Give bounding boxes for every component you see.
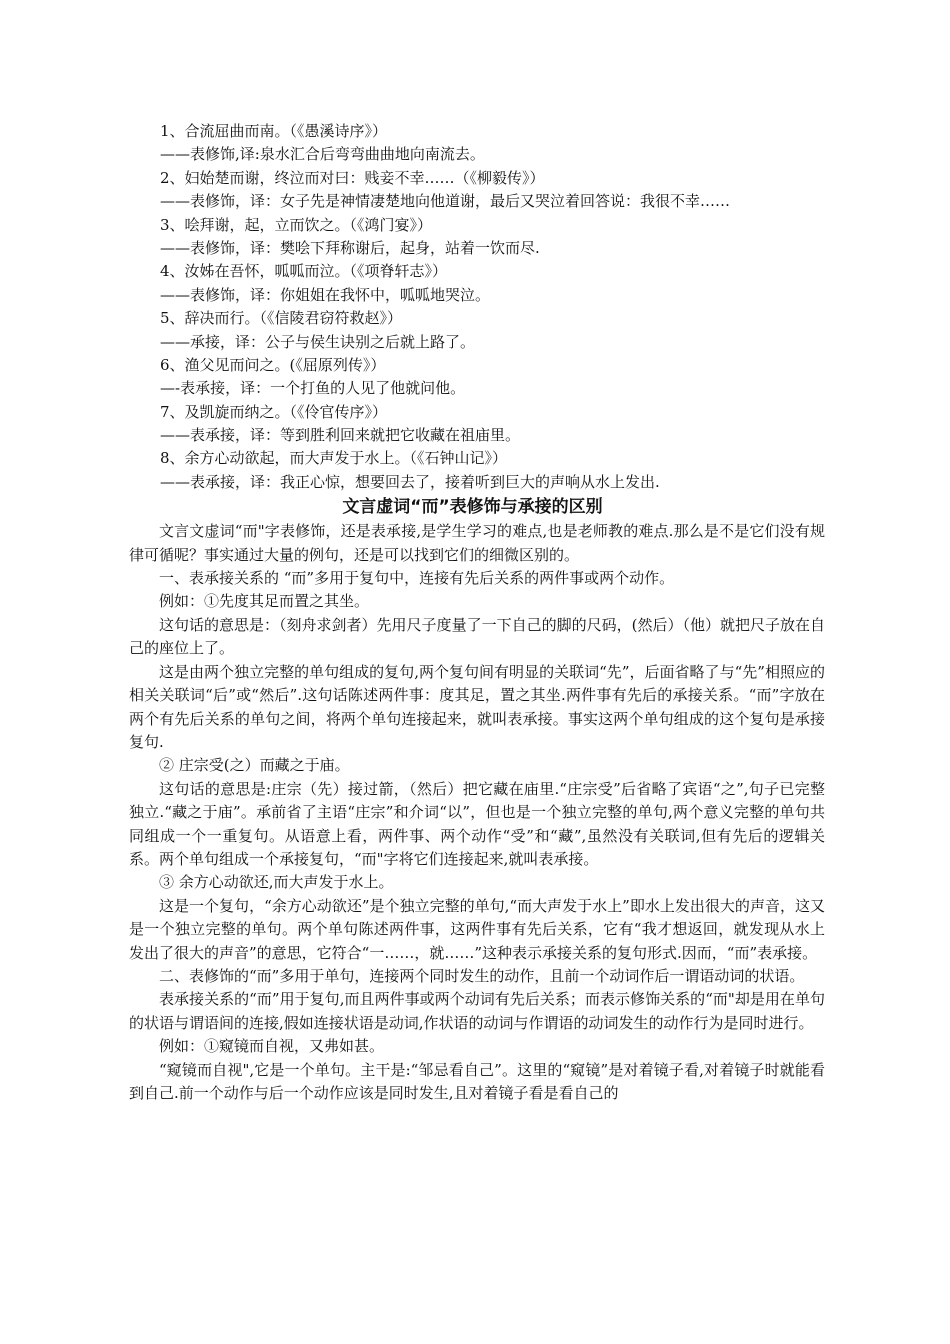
paragraph: 一、表承接关系的 “而”多用于复句中，连接有先后关系的两件事或两个动作。 [159, 569, 675, 588]
document-page [129, 120, 825, 1105]
article-title: 文言虚词“而”表修饰与承接的区别 [342, 497, 603, 518]
example-translation-7: ——表承接，译：等到胜利回来就把它收藏在祖庙里。 [160, 426, 521, 445]
paragraph: “窥镜而自视",它是一个单句。主干是:“邹忌看自己”。这里的“窥镜”是对着镜子看,对着镜子时就能看到自己.前一个动作与后一个动作应该是同时发生,且对着镜子看是看自己的 [129, 1060, 825, 1102]
paragraph: 二、表修饰的“而”多用于单句，连接两个同时发生的动作，且前一个动词作后一谓语动词的状语。 [159, 966, 805, 985]
example-sentence-6: 6、渔父见而问之。(《屈原列传》） [160, 355, 386, 374]
example-sentence-8: 8、余方心动欲起，而大声发于水上。（《石钟山记》） [160, 449, 508, 468]
article-body [129, 520, 825, 1105]
example-sentence-5: 5、辞决而行。（《信陵君窃符救赵》） [160, 309, 403, 328]
example-translation-5: ——承接，译：公子与侯生诀别之后就上路了。 [160, 332, 476, 351]
example-sentence-1: 1、合流屈曲而南。（《愚溪诗序》） [160, 122, 388, 140]
paragraph: 例如：①先度其足而置之其坐。 [159, 592, 370, 611]
example-sentence-4: 4、汝姊在吾怀，呱呱而泣。（《项脊轩志》） [160, 262, 448, 281]
example-translation-8: ——表承接，译：我正心惊，想要回去了，接着听到巨大的声响从水上发出. [160, 472, 660, 491]
paragraph: 这是一个复句，“余方心动欲还”是个独立完整的单句,“而大声发于水上”即水上发出很大的声音，这又是一个独立完整的单句。两个单句陈述两件事，这两件事有先后关系，它有“我才想返回，就发现从水上发出了很大的声音”的意思，它符合“一……，就……”这种表示承接关系的复句形式.因而，“而”表承接。 [129, 896, 825, 962]
example-translation-4: ——表修饰，译：你姐姐在我怀中，呱呱地哭泣。 [160, 285, 491, 304]
paragraph: 这句话的意思是:庄宗（先）接过箭，（然后）把它藏在庙里.“庄宗受”后省略了宾语“之”,句子已完整独立.“藏之于庙”。承前省了主语“庄宗”和介词“以”，但也是一个独立完整的单句,两个意义完整的单句共同组成一个一重复句。从语意上看，两件事、两个动作“受”和“藏”,虽然没有关联词,但有先后的逻辑关系。两个单句组成一个承接复句，“而"字将它们连接起来,就叫表承接。 [129, 779, 825, 868]
paragraph: 这句话的意思是：（刻舟求剑者）先用尺子度量了一下自己的脚的尺码，(然后）（他）就把尺子放在自己的座位上了。 [129, 615, 825, 658]
paragraph: ② 庄宗受(之）而藏之于庙。 [159, 756, 350, 775]
paragraph: 例如：①窥镜而自视，又弗如甚。 [159, 1037, 385, 1056]
example-sentence-2: 2、妇始楚而谢，终泣而对曰：贱妾不幸……（《柳毅传》） [160, 168, 545, 187]
example-translation-2: ——表修饰，译：女子先是神情凄楚地向他道谢，最后又哭泣着回答说：我很不幸…… [160, 192, 731, 211]
example-translation-1: ——表修饰,译:泉水汇合后弯弯曲曲地向南流去。 [160, 145, 485, 164]
paragraph: 文言文虚词“而"字表修饰，还是表承接,是学生学习的难点,也是老师教的难点.那么是不是它们没有规律可循呢？事实通过大量的例句，还是可以找到它们的细微区别的。 [129, 522, 825, 564]
paragraph: 表承接关系的“而”用于复句,而且两件事或两个动词有先后关系；而表示修饰关系的“而"却是用在单句的状语与谓语间的连接,假如连接状语是动词,作状语的动词与作谓语的动词发生的动作行为是同时进行。 [129, 990, 825, 1032]
example-sentence-7: 7、及凯旋而纳之。（《伶官传序》） [160, 402, 388, 421]
example-list [160, 120, 825, 494]
paragraph: ③ 余方心动欲还,而大声发于水上。 [159, 873, 394, 892]
example-translation-3: ——表修饰，译：樊哙下拜称谢后，起身，站着一饮而尽. [160, 238, 540, 257]
example-sentence-3: 3、哙拜谢，起，立而饮之。（《鸿门宴》） [160, 215, 433, 234]
example-translation-6: —-表承接，译：一个打鱼的人见了他就问他。 [160, 379, 466, 398]
paragraph: 这是由两个独立完整的单句组成的复句,两个复句间有明显的关联词“先”，后面省略了与“先”相照应的相关关联词“后”或“然后”.这句话陈述两件事：度其足，置之其坐.两件事有先后的承接关系。“而”字放在两个有先后关系的单句之间，将两个单句连接起来，就叫表承接。事实这两个单句组成的这个复句是承接复句. [129, 662, 825, 751]
